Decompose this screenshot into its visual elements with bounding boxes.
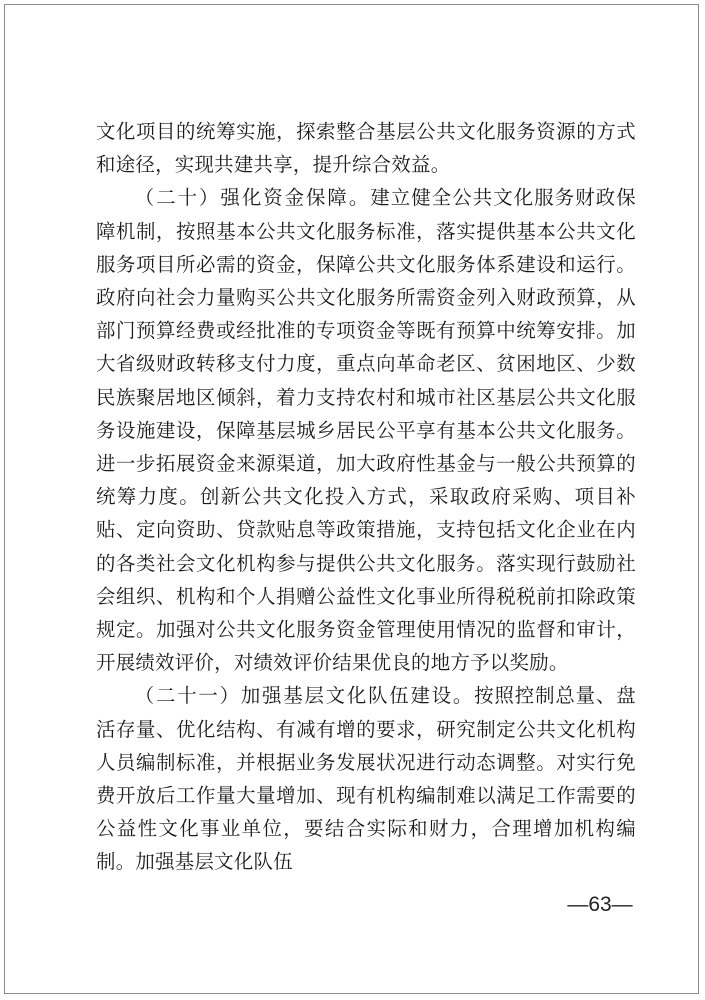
document-body xyxy=(96,115,636,879)
paragraph-text: 建立健全公共文化服务财政保障机制，按照基本公共文化服务标准，落实提供基本公共文化服务项目所必需的资金，保障公共文化服务体系建设和运行。政府向社会力量购买公共文化服务所需资金列入财政预算，从部门预算经费或经批准的专项资金等既有预算中统筹安排。加大省级财政转移支付力度，重点向革命老区、贫困地区、少数民族聚居地区倾斜，着力支持农村和城市社区基层公共文化服务设施建设，保障基层城乡居民公平享有基本公共文化服务。进一步拓展资金来源渠道，加大政府性基金与一般公共预算的统筹力度。创新公共文化投入方式，采取政府采购、项目补贴、定向资助、贷款贴息等政策措施，支持包括文化企业在内的各类社会文化机构参与提供公共文化服务。落实现行鼓励社会组织、机构和个人捐赠公益性文化事业所得税税前扣除政策规定。加强对公共文化服务资金管理使用情况的监督和审计，开展绩效评价，对绩效评价结果优良的地方予以奖励。 xyxy=(96,186,636,675)
paragraph-continuation xyxy=(96,115,636,181)
paragraph-text: 文化项目的统筹实施，探索整合基层公共文化服务资源的方式和途径，实现共建共享，提升综合效益。 xyxy=(96,120,636,177)
paragraph-section-21 xyxy=(96,679,636,878)
page-number: —63— xyxy=(567,893,633,916)
paragraph-section-20 xyxy=(96,181,636,679)
section-heading: （二十）强化资金保障。 xyxy=(134,186,371,210)
paragraph-text: 按照控制总量、盘活存量、优化结构、有减有增的要求，研究制定公共文化机构人员编制标准，并根据业务发展状况进行动态调整。对实行免费开放后工作量大量增加、现有机构编制难以满足工作需要的公益性文化事业单位，要结合实际和财力，合理增加机构编制。加强基层文化队伍 xyxy=(96,684,636,874)
section-heading: （二十一）加强基层文化队伍建设。 xyxy=(134,684,475,708)
